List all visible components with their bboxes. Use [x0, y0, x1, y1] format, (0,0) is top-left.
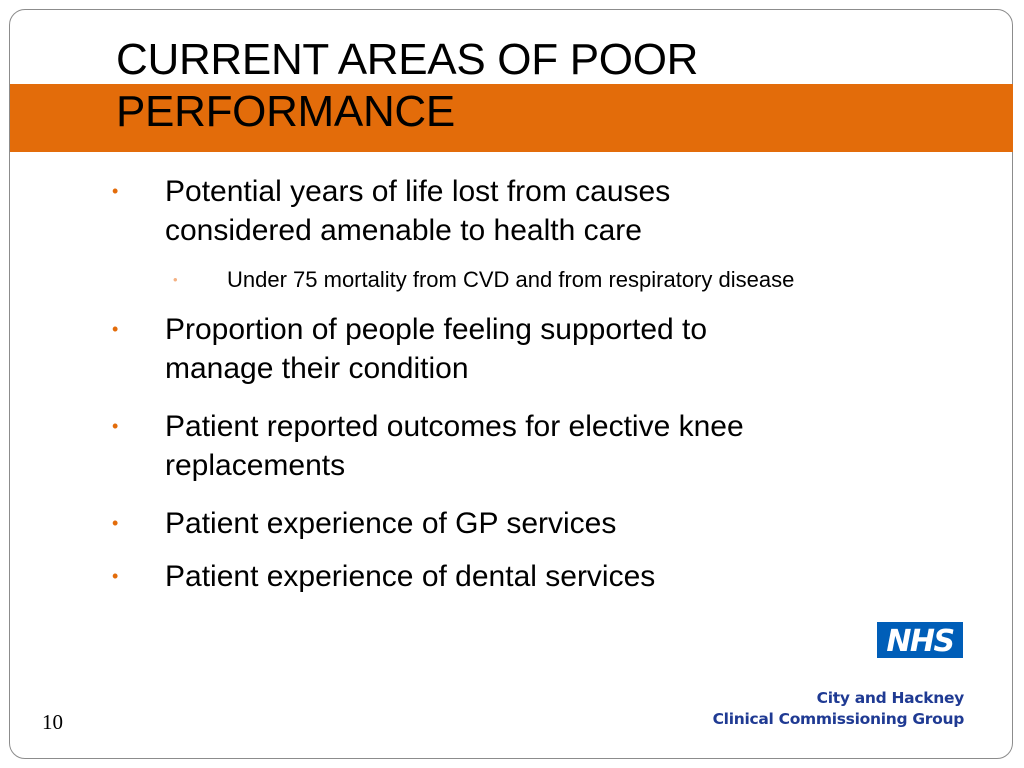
ccg-name-line-1: City and Hackney [816, 689, 964, 707]
bullet-item [112, 407, 744, 485]
slide-title-line-2: PERFORMANCE [116, 87, 455, 136]
bullet-marker: • [112, 181, 119, 201]
nhs-logo-text: NHS [886, 624, 954, 658]
bullet-item [112, 557, 656, 596]
bullet-text: Patient experience of dental services [165, 560, 656, 593]
bullet-item [112, 172, 671, 250]
bullet-text: Patient reported outcomes for elective knee [165, 410, 744, 443]
bullet-text: Patient experience of GP services [165, 507, 617, 540]
nhs-logo [877, 622, 963, 658]
bullet-item [112, 504, 617, 543]
sub-bullet-marker: • [173, 272, 178, 287]
bullet-text-continued: considered amenable to health care [165, 214, 642, 247]
slide-number: 10 [42, 710, 63, 734]
bullet-item [112, 310, 708, 388]
sub-bullet-item [173, 267, 795, 293]
bullet-text-continued: replacements [165, 449, 346, 482]
sub-bullet-text: Under 75 mortality from CVD and from respiratory disease [227, 267, 795, 292]
bullet-text: Proportion of people feeling supported to [165, 313, 708, 346]
bullet-marker: • [112, 319, 119, 339]
bullet-marker: • [112, 416, 119, 436]
bullet-text: Potential years of life lost from causes [165, 175, 671, 208]
ccg-logo-text [713, 688, 964, 730]
bullet-marker: • [112, 513, 119, 533]
slide-title-line-1: CURRENT AREAS OF POOR [116, 35, 699, 84]
bullet-marker: • [112, 566, 119, 586]
bullet-text-continued: manage their condition [165, 352, 469, 385]
ccg-name-line-2: Clinical Commissioning Group [712, 710, 964, 728]
